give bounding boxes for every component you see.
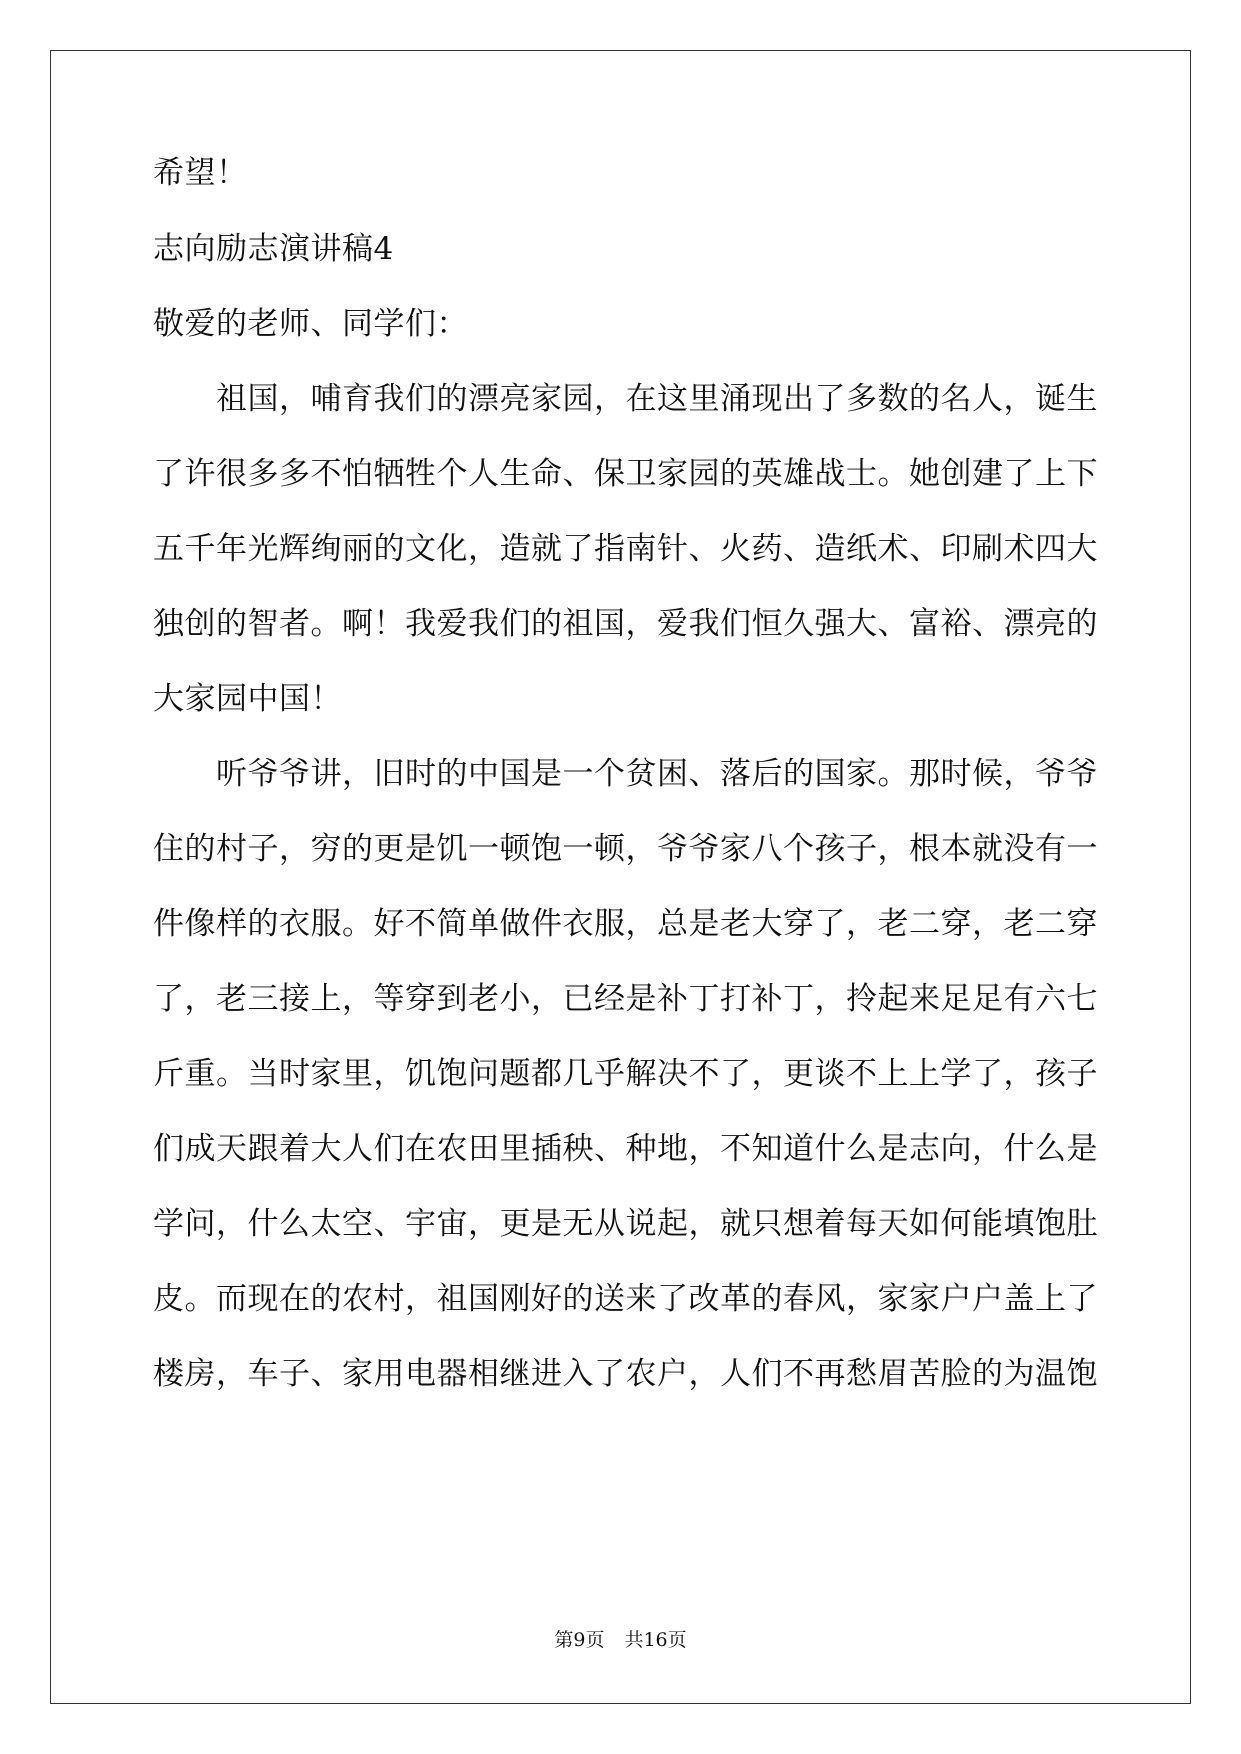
section-title: 志向励志演讲稿4	[153, 231, 394, 267]
paragraph-line: 住的村子，穷的更是饥一顿饱一顿，爷爷家八个孩子，根本就没有一	[153, 831, 1098, 867]
page-number: 第9页	[554, 1629, 605, 1651]
page-footer	[0, 1628, 1241, 1652]
paragraph-line: 祖国，哺育我们的漂亮家园，在这里涌现出了多数的名人，诞生	[153, 381, 1098, 417]
page-total: 共16页	[624, 1629, 687, 1651]
paragraph-line: 独创的智者。啊！我爱我们的祖国，爱我们恒久强大、富裕、漂亮的	[153, 606, 1098, 642]
paragraph-line: 了，老三接上，等穿到老小，已经是补丁打补丁，拎起来足足有六七	[153, 981, 1098, 1017]
paragraph-line: 了许很多多不怕牺牲个人生命、保卫家园的英雄战士。她创建了上下	[153, 456, 1098, 492]
paragraph-line: 听爷爷讲，旧时的中国是一个贫困、落后的国家。那时候，爷爷	[153, 756, 1098, 792]
paragraph-line: 楼房，车子、家用电器相继进入了农户，人们不再愁眉苦脸的为温饱	[153, 1356, 1098, 1392]
text-line: 希望！	[153, 155, 248, 191]
paragraph-line: 斤重。当时家里，饥饱问题都几乎解决不了，更谈不上上学了，孩子	[153, 1056, 1098, 1092]
paragraph-line: 们成天跟着大人们在农田里插秧、种地，不知道什么是志向，什么是	[153, 1131, 1098, 1167]
page-border	[50, 50, 1191, 1704]
paragraph-line: 五千年光辉绚丽的文化，造就了指南针、火药、造纸术、印刷术四大	[153, 531, 1098, 567]
paragraph-line: 件像样的衣服。好不简单做件衣服，总是老大穿了，老二穿，老二穿	[153, 906, 1098, 942]
paragraph-line: 学问，什么太空、宇宙，更是无从说起，就只想着每天如何能填饱肚	[153, 1206, 1098, 1242]
paragraph-line: 皮。而现在的农村，祖国刚好的送来了改革的春风，家家户户盖上了	[153, 1281, 1098, 1317]
salutation: 敬爱的老师、同学们：	[153, 306, 468, 342]
paragraph-line: 大家园中国！	[153, 681, 342, 717]
